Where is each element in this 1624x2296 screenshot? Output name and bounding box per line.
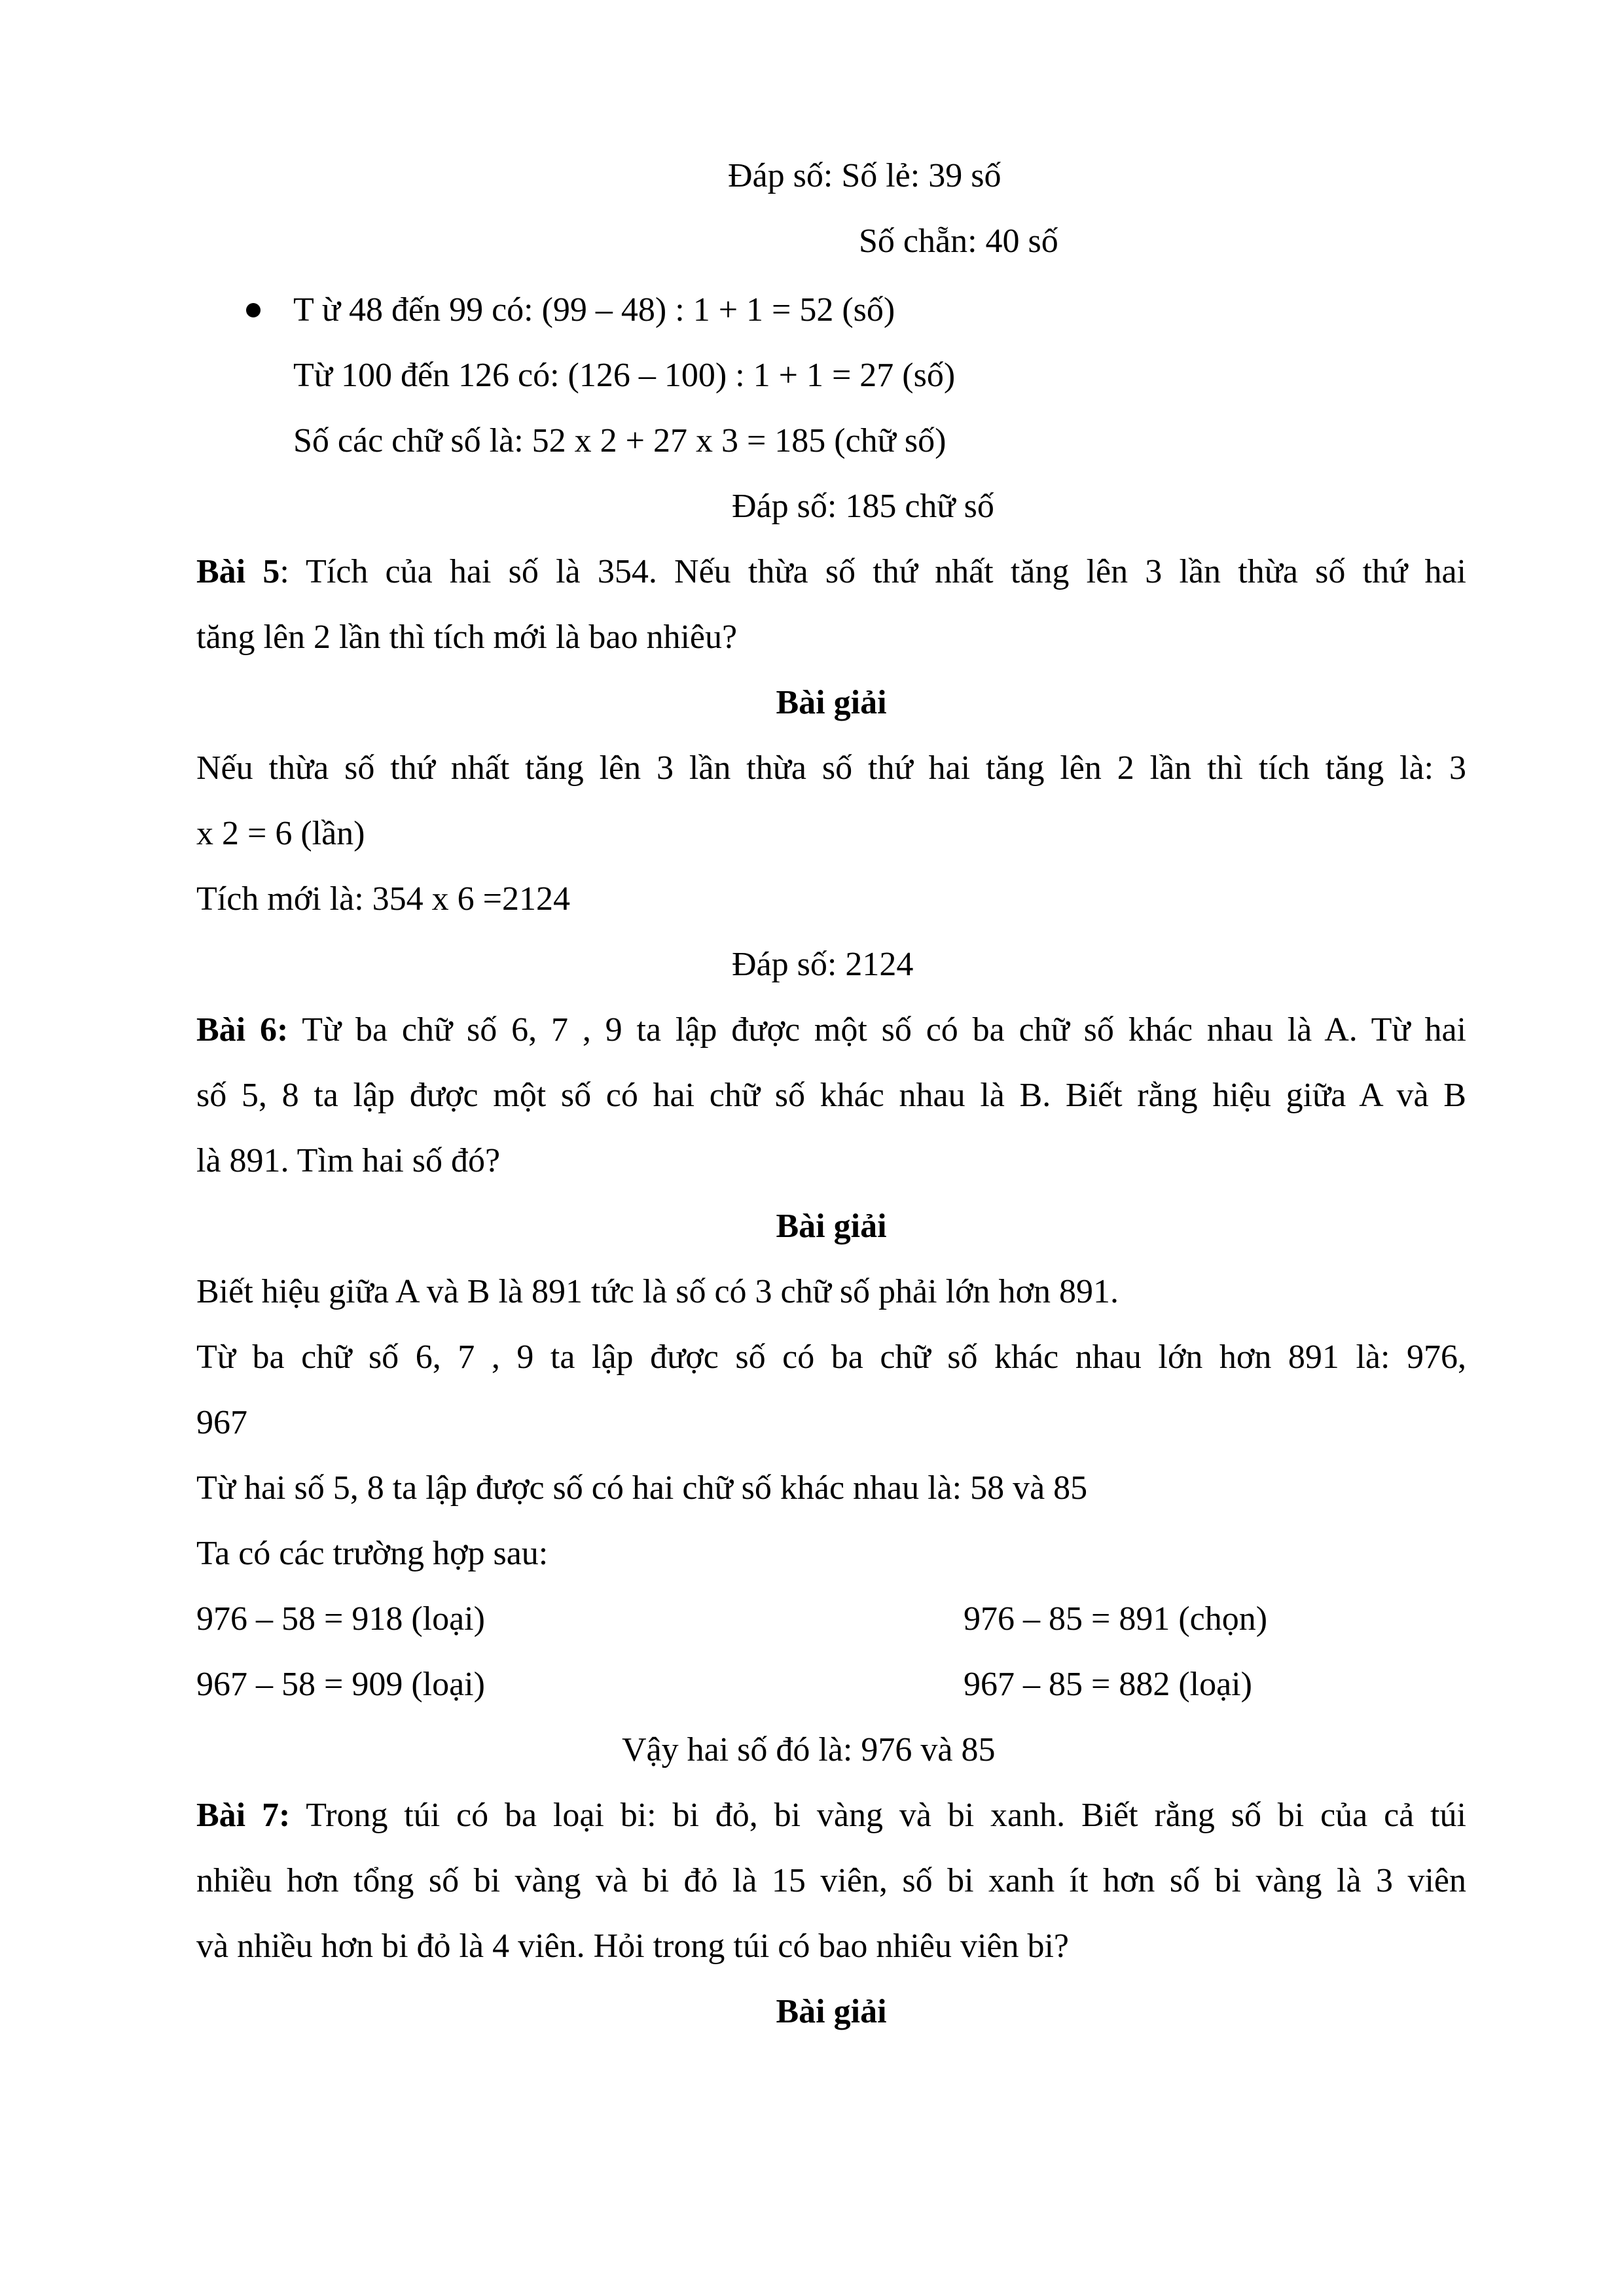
bai5-problem-line2: tăng lên 2 lần thì tích mới là bao nhiêu? <box>196 619 738 656</box>
bai7-problem-line1 <box>196 1794 1466 1837</box>
bai7-solution-heading: Bài giải <box>776 1993 887 2030</box>
bai6-solution-line5: Ta có các trường hợp sau: <box>196 1535 549 1572</box>
bullet-line2: Từ 100 đến 126 có: (126 – 100) : 1 + 1 = 27 (số) <box>293 357 956 394</box>
bai6-label: Bài 6: <box>196 1011 289 1049</box>
answer-digit-count: Đáp số: 185 chữ số <box>732 488 994 525</box>
bai7-label: Bài 7: <box>196 1797 291 1834</box>
bai6-solution-heading: Bài giải <box>776 1208 887 1245</box>
bai5-solution-line3: Tích mới là: 354 x 6 =2124 <box>196 880 570 918</box>
bai6-problem-line1 <box>196 1009 1466 1052</box>
bai7-problem-line2: nhiều hơn tổng số bi vàng và bi đỏ là 15 viên, số bi xanh ít hơn số bi vàng là 3 viên <box>196 1862 1466 1899</box>
bai6-problem-text1: Từ ba chữ số 6, 7 , 9 ta lập được một số có ba chữ số khác nhau là A. Từ hai <box>288 1011 1466 1049</box>
answer-odd-even-line2: Số chẵn: 40 số <box>859 223 1058 260</box>
bai6-solution-line1: Biết hiệu giữa A và B là 891 tức là số có 3 chữ số phải lớn hơn 891. <box>196 1273 1119 1310</box>
bullet-icon <box>246 303 261 317</box>
bai6-conclusion: Vậy hai số đó là: 976 và 85 <box>622 1731 996 1768</box>
bai5-problem-line1 <box>196 550 1466 594</box>
bai5-problem-text1: : Tích của hai số là 354. Nếu thừa số thứ nhất tăng lên 3 lần thừa số thứ hai <box>280 553 1466 590</box>
bai6-problem-line2: số 5, 8 ta lập được một số có hai chữ số khác nhau là B. Biết rằng hiệu giữa A và B <box>196 1077 1466 1114</box>
bullet-line1: T ừ 48 đến 99 có: (99 – 48) : 1 + 1 = 52 (số) <box>293 291 895 329</box>
bai5-answer: Đáp số: 2124 <box>732 946 914 983</box>
bai6-case-4: 967 – 85 = 882 (loại) <box>964 1666 1252 1703</box>
bullet-line3: Số các chữ số là: 52 x 2 + 27 x 3 = 185 (chữ số) <box>293 422 947 459</box>
bai6-case-3: 967 – 58 = 909 (loại) <box>196 1666 485 1703</box>
bai7-problem-text1: Trong túi có ba loại bi: bi đỏ, bi vàng và bi xanh. Biết rằng số bi của cả túi <box>290 1797 1466 1834</box>
bai5-label: Bài 5 <box>196 553 280 590</box>
bai6-problem-line3: là 891. Tìm hai số đó? <box>196 1142 501 1179</box>
bai6-case-1: 976 – 58 = 918 (loại) <box>196 1600 485 1638</box>
answer-odd-even-line1: Đáp số: Số lẻ: 39 số <box>728 157 1001 194</box>
bai6-case-2: 976 – 85 = 891 (chọn) <box>964 1600 1268 1638</box>
bai5-solution-line1: Nếu thừa số thứ nhất tăng lên 3 lần thừa số thứ hai tăng lên 2 lần thì tích tăng là: 3 <box>196 749 1466 787</box>
bai6-solution-line4: Từ hai số 5, 8 ta lập được số có hai chữ số khác nhau là: 58 và 85 <box>196 1469 1088 1507</box>
bai5-solution-line2: x 2 = 6 (lần) <box>196 815 365 852</box>
bai6-solution-line2: Từ ba chữ số 6, 7 , 9 ta lập được số có ba chữ số khác nhau lớn hơn 891 là: 976, <box>196 1338 1466 1376</box>
bai7-problem-line3: và nhiều hơn bi đỏ là 4 viên. Hỏi trong túi có bao nhiêu viên bi? <box>196 1928 1070 1965</box>
bai6-solution-line3: 967 <box>196 1404 247 1441</box>
bai5-solution-heading: Bài giải <box>776 684 887 721</box>
